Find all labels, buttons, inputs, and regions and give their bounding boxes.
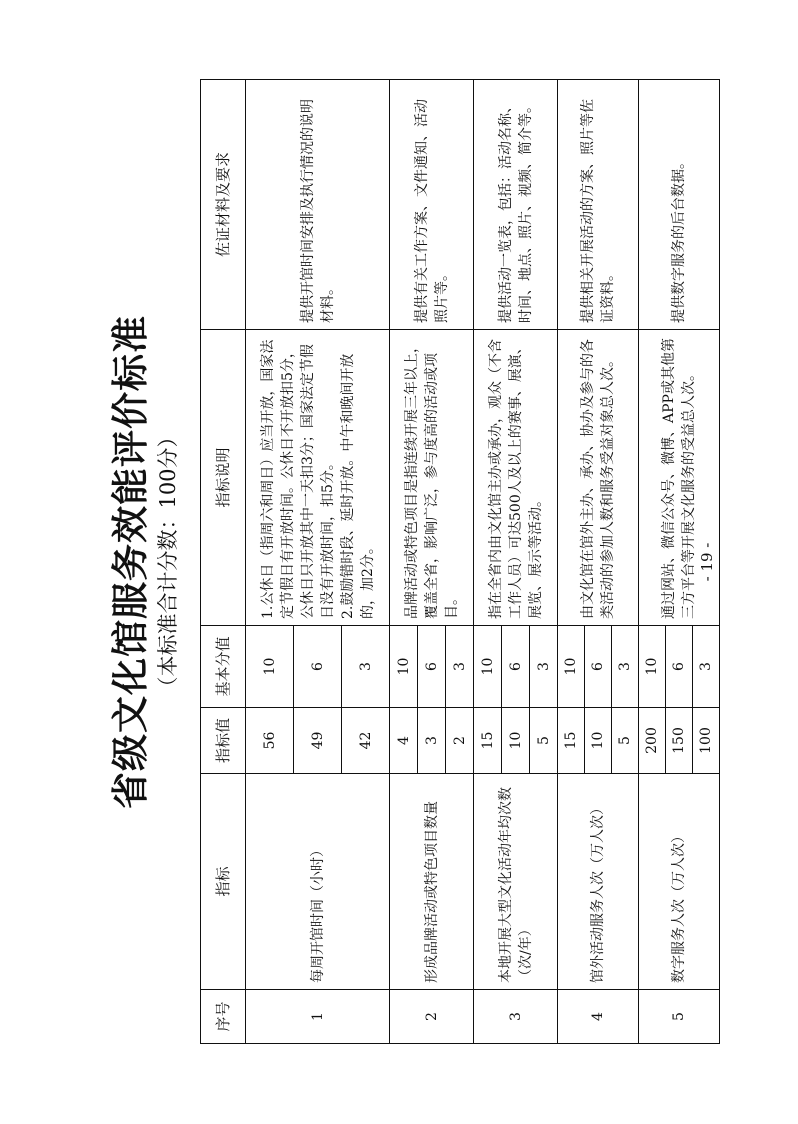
- base-score: 3: [446, 626, 474, 708]
- row-indicator: 本地开展大型文化活动年均次数（次/年）: [474, 774, 558, 990]
- base-score: 10: [474, 626, 502, 708]
- page-subtitle: （本标准合计分数：100分）: [156, 426, 180, 698]
- indicator-value: 10: [502, 708, 530, 774]
- row-evidence: 提供数字服务的后台数据。: [639, 80, 720, 330]
- table-row: [474, 80, 502, 1044]
- indicator-value: 3: [418, 708, 446, 774]
- page-title: 省级文化馆服务效能评价标准: [108, 315, 152, 809]
- indicator-value: 42: [342, 708, 390, 774]
- indicator-value: 4: [390, 708, 418, 774]
- row-indicator: 每周开馆时间（小时）: [246, 774, 390, 990]
- row-no: 3: [474, 990, 558, 1044]
- row-evidence: 提供开馆时间安排及执行情况的说明材料。: [246, 80, 390, 330]
- row-indicator: 馆外活动服务人次（万人次）: [558, 774, 639, 990]
- row-no: 1: [246, 990, 390, 1044]
- base-score: 6: [502, 626, 530, 708]
- row-description: 品牌活动或特色项目是指连续开展三年以上，覆盖全省，影响广泛，参与度高的活动或项目。: [390, 330, 474, 626]
- base-score: 3: [693, 626, 720, 708]
- table-row: [246, 80, 294, 1044]
- evaluation-table: [200, 79, 720, 1044]
- base-score: 6: [418, 626, 446, 708]
- indicator-value: 56: [246, 708, 294, 774]
- page-number: - 19 -: [698, 542, 716, 582]
- base-score: 6: [585, 626, 612, 708]
- indicator-value: 200: [639, 708, 666, 774]
- indicator-value: 150: [666, 708, 693, 774]
- base-score: 6: [666, 626, 693, 708]
- indicator-value: 49: [294, 708, 342, 774]
- header-evidence: 佐证材料及要求: [201, 80, 246, 330]
- row-description: 由文化馆在馆外主办、承办、协办及参与的各类活动的参加人数和服务受益对象总人次。: [558, 330, 639, 626]
- indicator-value: 15: [474, 708, 502, 774]
- table-row: [639, 80, 666, 1044]
- row-description: 通过网站、微信公众号、微博、APP或其他第三方平台等开展文化服务的受益总人次。: [639, 330, 720, 626]
- header-indicator: 指标: [201, 774, 246, 990]
- row-evidence: 提供相关开展活动的方案、照片等佐证资料。: [558, 80, 639, 330]
- indicator-value: 15: [558, 708, 585, 774]
- header-no: 序号: [201, 990, 246, 1044]
- row-evidence: 提供有关工作方案、文件通知、活动照片等。: [390, 80, 474, 330]
- indicator-value: 5: [530, 708, 558, 774]
- row-evidence: 提供活动一览表，包括：活动名称、时间、地点、照片、视频、简介等。: [474, 80, 558, 330]
- base-score: 3: [612, 626, 639, 708]
- base-score: 3: [342, 626, 390, 708]
- base-score: 6: [294, 626, 342, 708]
- base-score: 3: [530, 626, 558, 708]
- base-score: 10: [246, 626, 294, 708]
- header-description: 指标说明: [201, 330, 246, 626]
- header-value: 指标值: [201, 708, 246, 774]
- row-indicator: 形成品牌活动或特色项目数量: [390, 774, 474, 990]
- indicator-value: 5: [612, 708, 639, 774]
- table-row: [558, 80, 585, 1044]
- row-no: 2: [390, 990, 474, 1044]
- indicator-value: 10: [585, 708, 612, 774]
- description-text: 1.公休日（指周六和周日）应当开放，国家法定节假日有开放时间。公休日不开放扣5分，公休日只开放其中一天扣3分；国家法定节假日没有开放时间，扣5分。 2.鼓励错时段、延时开放。中午和晚间开放的，加2分。: [259, 339, 376, 619]
- indicator-value: 2: [446, 708, 474, 774]
- row-no: 5: [639, 990, 720, 1044]
- row-description: 指在全省内由文化馆主办或承办，观众（不含工作人员）可达500人及以上的赛事、展演、展览、展示等活动。: [474, 330, 558, 626]
- indicator-value: 100: [693, 708, 720, 774]
- table-row: [390, 80, 418, 1044]
- row-indicator: 数字服务人次（万人次）: [639, 774, 720, 990]
- base-score: 10: [390, 626, 418, 708]
- row-description: [246, 330, 390, 626]
- header-row: [201, 80, 246, 1044]
- header-score: 基本分值: [201, 626, 246, 708]
- base-score: 10: [639, 626, 666, 708]
- base-score: 10: [558, 626, 585, 708]
- row-no: 4: [558, 990, 639, 1044]
